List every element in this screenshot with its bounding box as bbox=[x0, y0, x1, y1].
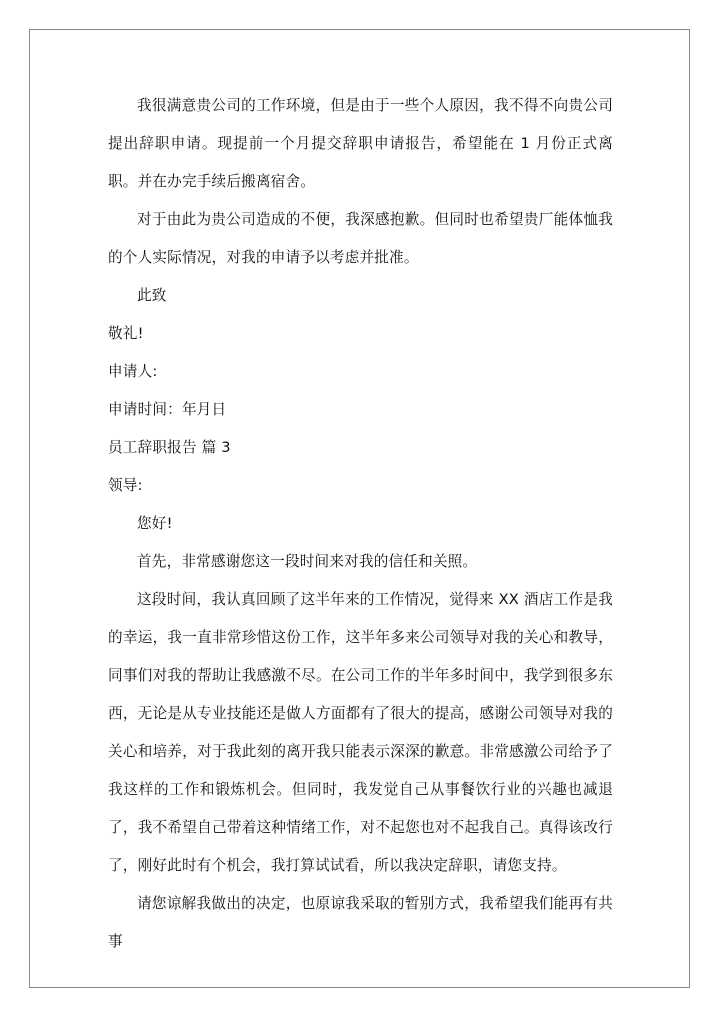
paragraph: 首先，非常感谢您这一段时间来对我的信任和关照。 bbox=[137, 553, 478, 570]
document-body bbox=[108, 87, 613, 961]
closing-salute: 敬礼! bbox=[108, 325, 144, 342]
closing-line: 此致 bbox=[137, 287, 167, 304]
section-title: 员工辞职报告 篇 3 bbox=[108, 439, 231, 456]
paragraph: 请您谅解我做出的决定，也原谅我采取的暂别方式，我希望我们能再有共事 bbox=[108, 895, 613, 950]
paragraph: 我很满意贵公司的工作环境，但是由于一些个人原因，我不得不向贵公司提出辞职申请。现提前一个月提交辞职申请报告，希望能在 1 月份正式离职。并在办完手续后搬离宿舍。 bbox=[108, 97, 613, 190]
greeting: 您好! bbox=[137, 515, 173, 532]
paragraph: 这段时间，我认真回顾了这半年来的工作情况，觉得来 XX 酒店工作是我的幸运，我一直非常珍惜这份工作，这半年多来公司领导对我的关心和教导，同事们对我的帮助让我感激不尽。在公司工作的半年多时间中，我学到很多东西，无论是从专业技能还是做人方面都有了很大的提高，感谢公司领导对我的关心和培养，对于我此刻的离开我只能表示深深的歉意。非常感激公司给予了我这样的工作和锻炼机会。但同时，我发觉自己从事餐饮行业的兴趣也减退了，我不希望自己带着这种情绪工作，对不起您也对不起我自己。真得该改行了，刚好此时有个机会，我打算试试看，所以我决定辞职，请您支持。 bbox=[108, 591, 613, 874]
paragraph: 对于由此为贵公司造成的不便，我深感抱歉。但同时也希望贵厂能体恤我的个人实际情况，对我的申请予以考虑并批准。 bbox=[108, 211, 613, 266]
date-label: 申请时间：年月日 bbox=[108, 401, 227, 418]
applicant-label: 申请人: bbox=[108, 363, 158, 380]
salutation: 领导: bbox=[108, 477, 143, 494]
